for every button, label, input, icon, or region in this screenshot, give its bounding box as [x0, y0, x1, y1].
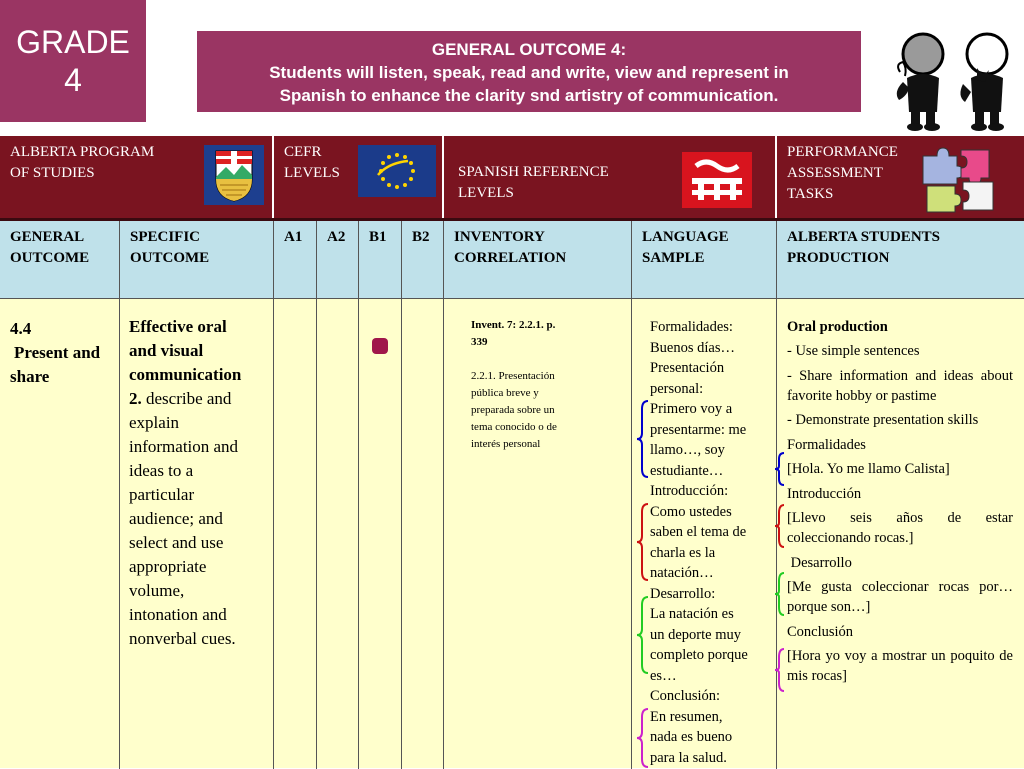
a1-cell [274, 299, 317, 769]
inventory-description-line: tema conocido o de [471, 421, 557, 433]
alberta-header-line-1: ALBERTA PROGRAM [10, 144, 155, 160]
inventory-description-line: preparada sobre un [471, 404, 555, 416]
inventory-reference-line-2: 339 [471, 336, 488, 348]
perf-header-line-1: PERFORMANCE [787, 144, 898, 160]
inventory-col-line-1: INVENTORY [454, 229, 545, 245]
language-sample-line: Presentación [650, 360, 725, 376]
specific-outcome-line: particular [129, 485, 195, 504]
cefr-header-line-2: LEVELS [284, 165, 340, 181]
outcome-content-row [0, 298, 1024, 768]
specific-outcome-line: volume, [129, 581, 185, 600]
language-sample-line: presentarme: me [650, 421, 747, 438]
language-sample-line: estudiante… [650, 462, 724, 479]
general-outcome-banner [197, 31, 861, 112]
language-sample-line: un deporte muy [650, 626, 742, 643]
inventory-description [471, 368, 586, 453]
specific-outcome-line: appropriate [129, 557, 207, 576]
language-col-line-1: LANGUAGE [642, 229, 729, 245]
language-sample-column-header [632, 221, 777, 298]
perf-header-line-3: TASKS [787, 186, 834, 202]
grade-number: 4 [64, 62, 82, 98]
spanish-reference-header [444, 136, 777, 218]
production-item: - Demonstrate presentation skills [787, 412, 979, 428]
production-item: Introducción [787, 485, 862, 502]
production-item: [Llevo seis años de estar coleccionando rocas.] [787, 510, 1017, 546]
language-sample-line: Buenos días… [650, 339, 735, 356]
framework-header-row [0, 136, 1024, 218]
instituto-cervantes-logo-icon [682, 152, 752, 208]
language-col-line-2: SAMPLE [642, 250, 705, 266]
b2-column-header: B2 [402, 221, 444, 298]
production-magenta-brace-icon [774, 647, 786, 693]
language-sample-line: personal: [650, 380, 704, 397]
production-blue-brace-icon [774, 451, 786, 487]
outcome-title: GENERAL OUTCOME 4: [431, 40, 627, 59]
alberta-header [0, 136, 274, 218]
a2-cell [317, 299, 359, 769]
language-sample-line: Introducción: [650, 483, 729, 499]
inventory-reference-line-1: Invent. 7: 2.2.1. p. [471, 319, 556, 331]
production-item: [Me gusta coleccionar rocas por… porque son…] [787, 579, 1017, 615]
production-col-line-2: PRODUCTION [787, 250, 890, 266]
language-sample-line: charla es la [650, 544, 716, 561]
production-red-brace-icon [774, 503, 786, 549]
specific-outcome-line: explain [129, 413, 180, 432]
general-col-line-2: OUTCOME [10, 250, 90, 266]
language-sample-content [650, 317, 768, 768]
specific-outcome-line: 2. describe and [129, 389, 232, 408]
language-sample-line: saben el tema de [650, 524, 747, 540]
language-sample-line: completo porque [650, 647, 748, 663]
specific-outcome-content [129, 315, 267, 651]
production-content [787, 316, 1017, 691]
spanish-header-line-2: LEVELS [458, 185, 514, 201]
specific-outcome-heading-line: Effective oral [129, 317, 227, 336]
council-of-europe-flag-icon [358, 145, 436, 197]
production-col-line-1: ALBERTA STUDENTS [787, 229, 940, 245]
red-brace-icon [636, 502, 650, 582]
production-heading: Oral production [787, 319, 888, 335]
language-sample-line: llamo…, soy [650, 442, 725, 458]
inventory-description-line: interés personal [471, 438, 541, 450]
blue-brace-icon [636, 399, 650, 479]
magenta-brace-icon [636, 707, 650, 769]
inventory-description-line: 2.2.1. Presentación [471, 370, 555, 382]
inventory-col-line-2: CORRELATION [454, 250, 567, 266]
column-header-row [0, 218, 1024, 298]
production-item: [Hola. Yo me llamo Calista] [787, 461, 950, 477]
language-sample-line: Formalidades: [650, 319, 733, 335]
performance-header [777, 136, 1024, 218]
production-item: [Hora yo voy a mostrar un poquito de mis rocas] [787, 648, 1017, 684]
general-outcome-content [10, 317, 100, 389]
production-column-header [777, 221, 1024, 298]
production-items [787, 341, 1017, 686]
specific-outcome-line: select and use [129, 533, 224, 552]
language-sample-line: para la salud. [650, 749, 727, 766]
general-outcome-column-header [0, 221, 120, 298]
cefr-header [274, 136, 444, 218]
outcome-line-2: Students will listen, speak, read and write, view and represent in [269, 63, 789, 82]
a2-column-header: A2 [317, 221, 359, 298]
spanish-header-line-1: SPANISH REFERENCE [458, 164, 609, 180]
specific-outcome-heading-line: communication [129, 365, 242, 384]
inventory-content [471, 317, 586, 453]
production-item: Desarrollo [787, 554, 852, 571]
specific-outcome-heading-line: and visual [129, 341, 204, 360]
specific-outcome-number: 2. [129, 389, 146, 408]
production-item: Conclusión [787, 623, 854, 640]
general-outcome-number: 4.4 [10, 319, 32, 338]
language-sample-line: Conclusión: [650, 688, 721, 704]
b1-column-header: B1 [359, 221, 402, 298]
production-green-brace-icon [774, 571, 786, 617]
grade-box [0, 0, 146, 122]
b1-cell [359, 299, 402, 769]
puzzle-pieces-icon [919, 144, 999, 214]
production-item: Formalidades [787, 436, 866, 453]
language-sample-line: natación… [650, 565, 714, 581]
language-sample-line: Primero voy a [650, 401, 733, 417]
b1-level-marker [372, 338, 388, 354]
outcome-line-3: Spanish to enhance the clarity snd artistry of communication. [279, 86, 779, 105]
specific-col-line-2: OUTCOME [130, 250, 210, 266]
thinking-figures-icon [885, 32, 1020, 132]
specific-outcome-line: ideas to a [129, 461, 194, 480]
green-brace-icon [636, 595, 650, 675]
general-col-line-1: GENERAL [10, 229, 85, 245]
inventory-description-line: pública breve y [471, 387, 539, 399]
language-sample-line: es… [650, 667, 677, 684]
language-sample-line: La natación es [650, 606, 734, 622]
general-outcome-text-line-1: Present and [14, 343, 101, 362]
b2-cell [402, 299, 444, 769]
specific-outcome-line: intonation and [129, 605, 227, 624]
production-item: - Share information and ideas about favorite hobby or pastime [787, 367, 1017, 404]
language-sample-line: En resumen, [650, 708, 723, 725]
alberta-crest-icon [204, 145, 264, 205]
specific-col-line-1: SPECIFIC [130, 229, 201, 245]
specific-outcome-line: nonverbal cues. [129, 629, 236, 648]
alberta-header-line-2: OF STUDIES [10, 165, 95, 181]
a1-column-header: A1 [274, 221, 317, 298]
production-item: - Use simple sentences [787, 343, 920, 359]
general-outcome-text-line-2: share [10, 367, 50, 386]
specific-outcome-line: audience; and [129, 509, 223, 528]
grade-label: GRADE [16, 24, 130, 60]
language-sample-line: nada es bueno [650, 729, 733, 745]
specific-outcome-line: information and [129, 437, 239, 456]
language-sample-line: Desarrollo: [650, 585, 716, 602]
language-sample-line: Como ustedes [650, 503, 732, 520]
specific-outcome-column-header [120, 221, 274, 298]
inventory-column-header [444, 221, 632, 298]
perf-header-line-2: ASSESSMENT [787, 165, 883, 181]
cefr-header-line-1: CEFR [284, 144, 322, 160]
